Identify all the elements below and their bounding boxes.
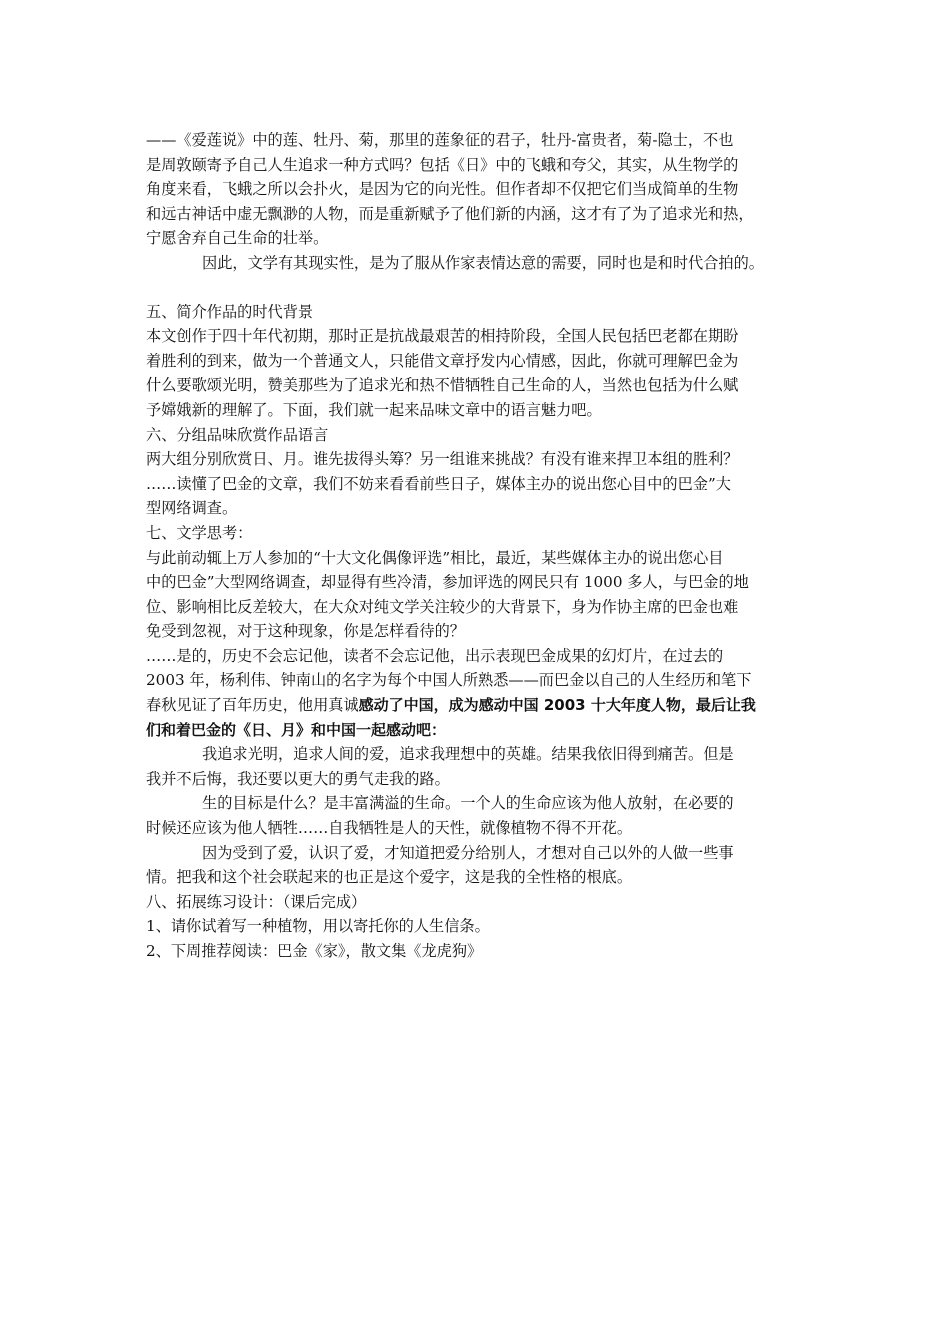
text-line: 位、影响相比反差较大，在大众对纯文学关注较少的大背景下，身为作协主席的巴金也难 (146, 597, 739, 616)
text-line: 宁愿舍弃自己生命的壮举。 (146, 229, 329, 248)
bold-text: 感动了中国，成为感动中国 2003 十大年度人物，最后让我 (358, 696, 756, 715)
text-line: ——《爱莲说》中的莲、牡丹、菊，那里的莲象征的君子，牡丹-富贵者，菊-隐士，不也 (146, 131, 734, 149)
text-line: ……是的，历史不会忘记他，读者不会忘记他，出示表现巴金成果的幻灯片，在过去的 (146, 646, 724, 665)
section-heading: 七、文学思考： (146, 523, 253, 542)
quote-paragraph (146, 742, 818, 791)
text-line: 和远古神话中虚无飘渺的人物，而是重新赋予了他们新的内涵，这才有了为了追求光和热， (146, 204, 754, 223)
bold-text-line: 们和着巴金的《日、月》和中国一起感动吧： (146, 720, 447, 739)
text-line: 生的目标是什么？是丰富满溢的生命。一个人的生命应该为他人放射，在必要的 (202, 794, 734, 813)
intro-paragraph (146, 128, 818, 251)
quote-paragraph (146, 841, 818, 890)
text-line: 2003 年，杨利伟、钟南山的名字为每个中国人所熟悉——而巴金以自己的人生经历和笔下 (146, 671, 752, 690)
quote-paragraph (146, 791, 818, 840)
text-line-mixed (146, 693, 818, 718)
text-line: 什么要歌颂光明，赞美那些为了追求光和热不惜牺牲自己生命的人，当然也包括为什么赋 (146, 376, 739, 395)
text-line: 型网络调查。 (146, 499, 238, 518)
text-line: 角度来看，飞蛾之所以会扑火，是因为它的向光性。但作者却不仅把它们当成简单的生物 (146, 180, 739, 199)
section-heading: 六、分组品味欣赏作品语言 (146, 425, 329, 444)
blank-line (146, 276, 818, 300)
normal-text: 春秋见证了百年历史，他用真诚 (146, 696, 359, 715)
list-item: 1、请你试着写一种植物，用以寄托你的人生信条。 (146, 917, 490, 936)
text-line: 我并不后悔，我还要以更大的勇气走我的路。 (146, 769, 450, 788)
text-line: 予嫦娥新的理解了。下面，我们就一起来品味文章中的语言魅力吧。 (146, 400, 602, 419)
document-page (146, 128, 818, 964)
text-line: 是周敦颐寄予自己人生追求一种方式吗？包括《日》中的飞蛾和夸父，其实，从生物学的 (146, 155, 739, 174)
intro-conclusion: 因此，文学有其现实性，是为了服从作家表情达意的需要，同时也是和时代合拍的。 (202, 253, 764, 272)
text-line: 与此前动辄上万人参加的“十大文化偶像评选”相比，最近，某些媒体主办的说出您心目 (146, 548, 724, 567)
section-heading: 八、拓展练习设计：（课后完成） (146, 892, 367, 911)
text-line: 着胜利的到来，做为一个普通文人，只能借文章抒发内心情感，因此，你就可理解巴金为 (146, 351, 739, 370)
text-line: 免受到忽视，对于这种现象，你是怎样看待的？ (146, 622, 465, 641)
list-item: 2、下周推荐阅读：巴金《家》，散文集《龙虎狗》 (146, 942, 483, 960)
section-heading: 五、简介作品的时代背景 (146, 302, 314, 321)
text-line: ……读懂了巴金的文章，我们不妨来看看前些日子，媒体主办的说出您心目中的巴金”大 (146, 474, 731, 493)
text-line: 因为受到了爱，认识了爱，才知道把爱分给别人，才想对自己以外的人做一些事 (202, 843, 734, 862)
text-line: 时候还应该为他人牺牲……自我牺牲是人的天性，就像植物不得不开花。 (146, 819, 632, 838)
text-line: 我追求光明，追求人间的爱，追求我理想中的英雄。结果我依旧得到痛苦。但是 (202, 745, 734, 764)
section5-body (146, 324, 818, 422)
text-line: 中的巴金”大型网络调查，却显得有些冷清，参加评选的网民只有 1000 多人，与巴金的地 (146, 573, 749, 592)
section6-body (146, 447, 818, 521)
text-line: 本文创作于四十年代初期，那时正是抗战最艰苦的相持阶段，全国人民包括巴老都在期盼 (146, 327, 739, 346)
section7-body (146, 546, 818, 743)
text-line: 情。把我和这个社会联起来的也正是这个爱字，这是我的全性格的根底。 (146, 868, 632, 887)
text-line: 两大组分别欣赏日、月。谁先拔得头筹？另一组谁来挑战？有没有谁来捍卫本组的胜利？ (146, 450, 739, 469)
